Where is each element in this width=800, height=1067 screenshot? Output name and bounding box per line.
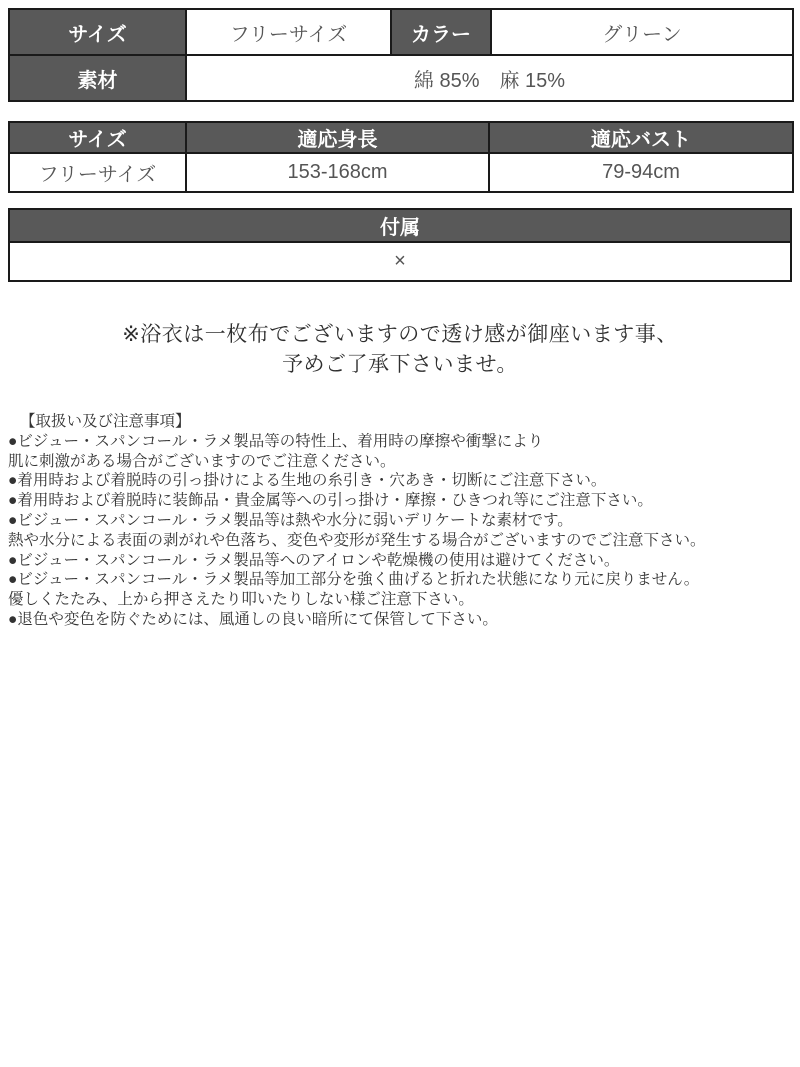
notice-line-1: ※浴衣は一枚布でございますので透け感が御座います事、 — [122, 323, 678, 346]
size-chart-height-value: 153-168cm — [186, 153, 489, 192]
size-chart-size-value: フリーサイズ — [9, 153, 186, 192]
care-line: ●ビジュー・スパンコール・ラメ製品等は熱や水分に弱いデリケートな素材です。 — [8, 511, 573, 529]
care-line: 優しくたたみ、上から押さえたり叩いたりしない様ご注意下さい。 — [8, 591, 474, 609]
sheerness-notice — [8, 320, 792, 380]
care-instructions — [8, 412, 792, 630]
accessories-header-row — [9, 209, 791, 242]
size-chart-header-height: 適応身長 — [186, 122, 489, 153]
care-line: ●ビジュー・スパンコール・ラメ製品等へのアイロンや乾燥機の使用は避けてください。 — [8, 551, 620, 569]
material-label-cell: 素材 — [9, 55, 186, 101]
color-label-cell: カラー — [391, 9, 491, 55]
accessories-value-cell: × — [9, 242, 791, 281]
product-spec-table — [8, 8, 794, 102]
care-line: ●退色や変色を防ぐためには、風通しの良い暗所にて保管して下さい。 — [8, 610, 498, 628]
accessories-header-cell: 付属 — [9, 209, 791, 242]
care-line: ●ビジュー・スパンコール・ラメ製品等の特性上、着用時の摩擦や衝撃により — [8, 432, 544, 450]
notice-line-2: 予めご了承下さいませ。 — [282, 353, 518, 376]
size-chart-data-row — [9, 153, 793, 192]
accessories-data-row — [9, 242, 791, 281]
spec-row-material — [9, 55, 793, 101]
material-value-cell: 綿 85% 麻 15% — [186, 55, 793, 101]
size-chart-bust-value: 79-94cm — [489, 153, 793, 192]
care-title: 【取扱い及び注意事項】 — [20, 413, 191, 430]
care-line: ●着用時および着脱時に装飾品・貴金属等への引っ掛け・摩擦・ひきつれ等にご注意下さい。 — [8, 492, 653, 510]
care-line: 肌に刺激がある場合がございますのでご注意ください。 — [8, 452, 396, 470]
accessories-table — [8, 208, 792, 282]
spec-row-size-color — [9, 9, 793, 55]
size-chart-header-bust: 適応バスト — [489, 122, 793, 153]
size-value-cell: フリーサイズ — [186, 9, 391, 55]
color-value-cell: グリーン — [491, 9, 793, 55]
size-chart-table — [8, 121, 794, 193]
care-line: 熱や水分による表面の剥がれや色落ち、変色や変形が発生する場合がございますのでご注意下さい。 — [8, 531, 706, 549]
care-line: ●着用時および着脱時の引っ掛けによる生地の糸引き・穴あき・切断にご注意下さい。 — [8, 472, 607, 490]
size-label-cell: サイズ — [9, 9, 186, 55]
size-chart-header-row — [9, 122, 793, 153]
size-chart-header-size: サイズ — [9, 122, 186, 153]
care-line: ●ビジュー・スパンコール・ラメ製品等加工部分を強く曲げると折れた状態になり元に戻りません。 — [8, 571, 700, 589]
